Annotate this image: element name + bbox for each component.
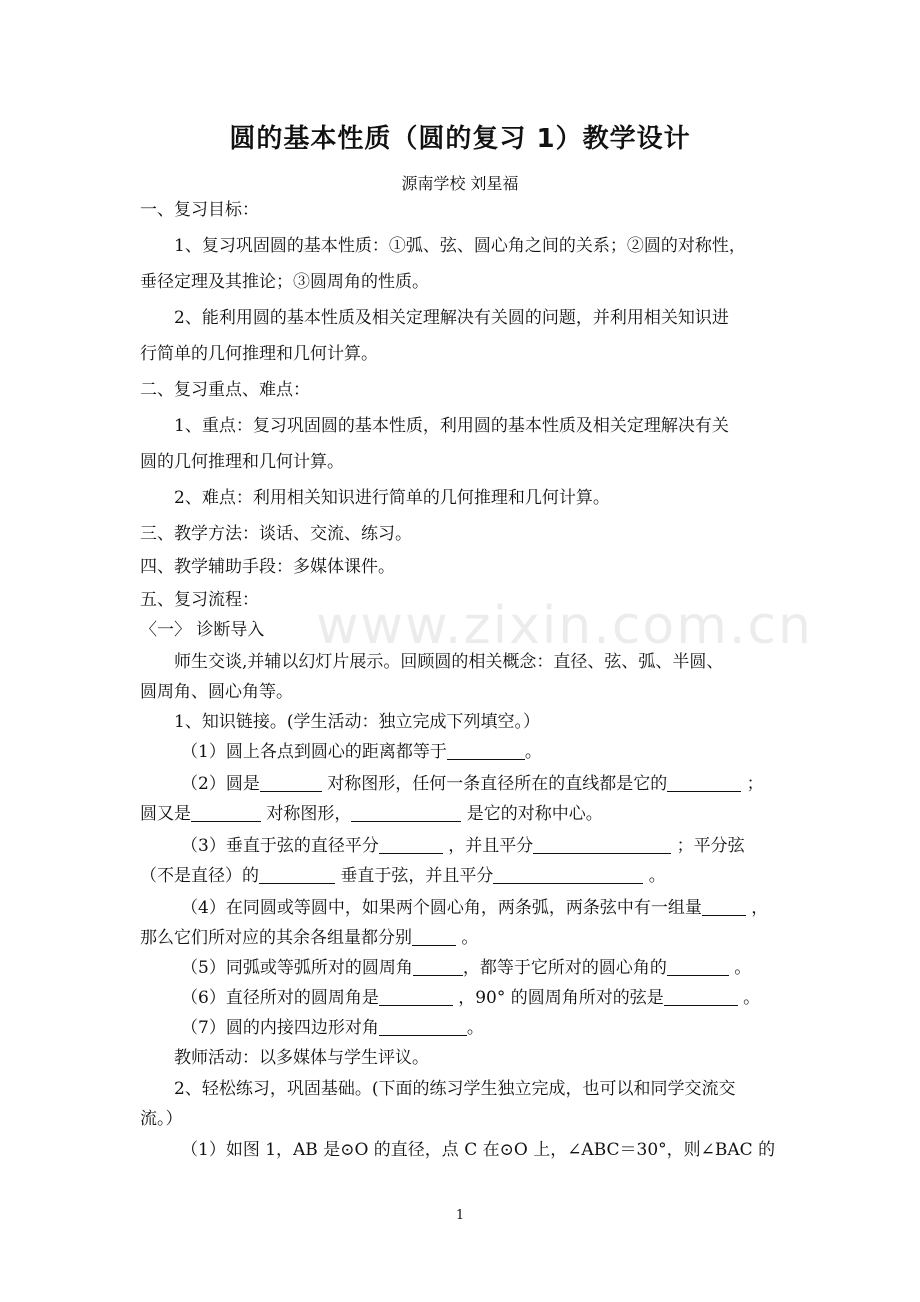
answer-blank[interactable] xyxy=(667,957,729,976)
fill-question-4-cont xyxy=(140,926,790,950)
paragraph-line: 行简单的几何推理和几何计算。 xyxy=(140,344,378,364)
question-text: ； xyxy=(741,774,764,794)
question-text: （7）圆的内接四边形对角 xyxy=(181,1018,379,1038)
question-text: 。 xyxy=(524,742,542,762)
section-heading: 二、复习重点、难点： xyxy=(140,380,310,400)
question-text: （4）在同圆或等圆中，如果两个圆心角，两条弧，两条弦中有一组量 xyxy=(181,898,702,918)
answer-blank[interactable] xyxy=(493,865,643,884)
fill-question-3 xyxy=(181,834,790,858)
fill-question-4 xyxy=(181,896,790,920)
fill-question-1 xyxy=(181,740,790,764)
author-line: 源南学校 刘星福 xyxy=(401,174,519,193)
paragraph-line: 1、知识链接。(学生活动：独立完成下列填空。） xyxy=(174,712,540,732)
question-text: 那么它们所对应的其余各组量都分别 xyxy=(140,928,412,948)
answer-blank[interactable] xyxy=(447,741,525,760)
fill-question-5 xyxy=(181,956,790,980)
paragraph-line: 1、重点：复习巩固圆的基本性质，利用圆的基本性质及相关定理解决有关 xyxy=(174,416,729,436)
question-text: ，90° 的圆周角所对的弦是 xyxy=(452,988,664,1008)
paragraph-line: 2、能利用圆的基本性质及相关定理解决有关圆的问题，并利用相关知识进 xyxy=(174,308,729,328)
paragraph-line: 圆周角、圆心角等。 xyxy=(140,682,293,702)
answer-blank[interactable] xyxy=(379,835,443,854)
section-heading: 四、教学辅助手段：多媒体课件。 xyxy=(140,557,395,577)
answer-blank[interactable] xyxy=(379,987,453,1006)
answer-blank[interactable] xyxy=(259,865,335,884)
question-text: 对称图形，任何一条直径所在的直线都是它的 xyxy=(321,774,668,794)
fill-question-7 xyxy=(181,1016,790,1040)
fill-question-3-cont xyxy=(140,864,790,888)
question-text: （不是直径）的 xyxy=(140,866,259,886)
question-text: （5）同弧或等弧所对的圆周角 xyxy=(181,958,413,978)
answer-blank[interactable] xyxy=(191,803,261,822)
question-text: 。 xyxy=(466,1018,484,1038)
fill-question-2-cont xyxy=(140,802,790,826)
section-heading: 三、教学方法：谈话、交流、练习。 xyxy=(140,524,412,544)
paragraph-line: （1）如图 1，AB 是⊙O 的直径，点 C 在⊙O 上，∠ABC＝30°，则∠BAC 的 xyxy=(181,1140,776,1160)
question-text: （6）直径所对的圆周角是 xyxy=(181,988,379,1008)
paragraph-line: 1、复习巩固圆的基本性质：①弧、弦、圆心角之间的关系；②圆的对称性， xyxy=(174,236,746,256)
fill-question-6 xyxy=(181,986,790,1010)
paragraph-line: 师生交谈,并辅以幻灯片展示。回顾圆的相关概念：直径、弦、弧、半圆、 xyxy=(174,652,724,672)
answer-blank[interactable] xyxy=(351,803,461,822)
question-text: 对称图形， xyxy=(261,804,352,824)
answer-blank[interactable] xyxy=(413,957,463,976)
fill-question-2 xyxy=(181,772,790,796)
watermark: www.zixin.com.cn xyxy=(316,596,813,656)
question-text: 。 xyxy=(728,958,752,978)
answer-blank[interactable] xyxy=(412,927,456,946)
question-text: 。 xyxy=(456,928,479,948)
answer-blank[interactable] xyxy=(533,835,671,854)
question-text: ；平分弦 xyxy=(671,836,745,856)
answer-blank[interactable] xyxy=(260,773,322,792)
paragraph-line: 流。） xyxy=(140,1109,183,1129)
answer-blank[interactable] xyxy=(379,1017,467,1036)
page-number: 1 xyxy=(455,1208,465,1223)
question-text: 圆又是 xyxy=(140,804,191,824)
answer-blank[interactable] xyxy=(664,987,738,1006)
answer-blank[interactable] xyxy=(702,897,746,916)
question-text: （1）圆上各点到圆心的距离都等于 xyxy=(181,742,447,762)
paragraph-line: 垂径定理及其推论；③圆周角的性质。 xyxy=(140,272,429,292)
section-heading: 一、复习目标： xyxy=(140,200,259,220)
paragraph-line: 教师活动：以多媒体与学生评议。 xyxy=(174,1048,429,1068)
paragraph-line: 2、轻松练习，巩固基础。(下面的练习学生独立完成，也可以和同学交流交 xyxy=(174,1079,736,1099)
paragraph-line: 2、难点：利用相关知识进行简单的几何推理和几何计算。 xyxy=(174,488,610,508)
document-title: 圆的基本性质（圆的复习 1）教学设计 xyxy=(229,124,691,154)
answer-blank[interactable] xyxy=(667,773,741,792)
question-text: 垂直于弦，并且平分 xyxy=(335,866,494,886)
subsection-heading: 〈一〉 诊断导入 xyxy=(140,620,265,640)
section-heading: 五、复习流程： xyxy=(140,590,259,610)
question-text: 是它的对称中心。 xyxy=(461,804,603,824)
question-text: ，并且平分 xyxy=(442,836,534,856)
question-text: ， xyxy=(745,898,769,918)
question-text: 。 xyxy=(643,866,666,886)
question-text: （3）垂直于弦的直径平分 xyxy=(181,836,379,856)
question-text: （2）圆是 xyxy=(181,774,260,794)
question-text: ，都等于它所对的圆心角的 xyxy=(462,958,667,978)
question-text: 。 xyxy=(737,988,761,1008)
paragraph-line: 圆的几何推理和几何计算。 xyxy=(140,452,344,472)
